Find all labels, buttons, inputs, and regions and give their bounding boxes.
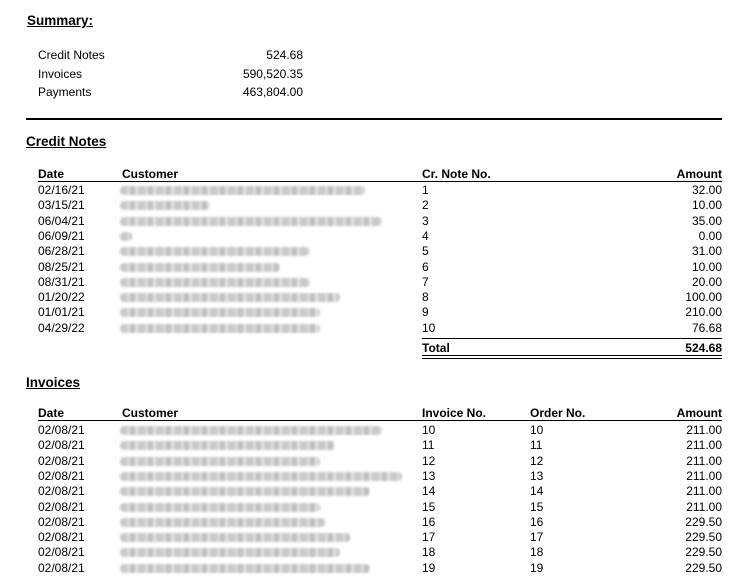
row-invoice-no: 16 xyxy=(422,514,436,529)
row-date: 02/08/21 xyxy=(38,499,85,514)
summary-label: Payments xyxy=(38,85,92,99)
row-invoice-no: 17 xyxy=(422,530,436,545)
row-date: 02/08/21 xyxy=(38,423,85,437)
customer-name-redacted xyxy=(120,201,210,210)
customer-name-redacted xyxy=(120,324,320,333)
row-date: 08/25/21 xyxy=(38,259,85,274)
row-invoice-no: 11 xyxy=(422,438,435,453)
customer-name-redacted xyxy=(120,487,370,496)
row-cr-note-no: 7 xyxy=(422,274,429,289)
row-amount: 210.00 xyxy=(685,305,722,320)
customer-name-redacted xyxy=(120,441,335,450)
customer-name-redacted xyxy=(120,533,350,542)
customer-name-redacted xyxy=(120,457,320,466)
customer-name-redacted xyxy=(120,503,320,512)
row-order-no: 11 xyxy=(530,438,543,453)
customer-name-redacted xyxy=(120,293,340,302)
row-cr-note-no: 6 xyxy=(422,259,429,274)
row-date: 02/08/21 xyxy=(38,438,85,453)
customer-name-redacted xyxy=(120,186,365,195)
row-amount: 229.50 xyxy=(685,514,722,529)
cn-header-rule xyxy=(38,181,722,182)
row-order-no: 17 xyxy=(530,530,544,545)
summary-label: Credit Notes xyxy=(38,48,105,62)
row-cr-note-no: 3 xyxy=(422,213,429,228)
row-invoice-no: 10 xyxy=(422,423,436,437)
inv-col-order-no: Order No. xyxy=(530,406,586,420)
row-amount: 229.50 xyxy=(685,530,722,545)
inv-header-rule xyxy=(38,420,722,421)
row-date: 02/08/21 xyxy=(38,484,85,499)
row-amount: 211.00 xyxy=(686,468,722,483)
customer-name-redacted xyxy=(120,472,402,481)
row-amount: 35.00 xyxy=(691,213,722,228)
row-amount: 20.00 xyxy=(691,274,722,289)
customer-name-redacted xyxy=(120,564,370,573)
row-invoice-no: 18 xyxy=(422,545,436,560)
customer-name-redacted xyxy=(120,518,325,527)
row-date: 02/08/21 xyxy=(38,453,85,468)
row-cr-note-no: 9 xyxy=(422,305,429,320)
inv-col-invoice-no: Invoice No. xyxy=(422,406,487,420)
summary-value: 590,520.35 xyxy=(242,67,303,81)
cn-total-value: 524.68 xyxy=(685,341,722,355)
summary-label: Invoices xyxy=(38,67,83,81)
credit-notes-heading: Credit Notes xyxy=(26,134,107,149)
row-date: 02/08/21 xyxy=(38,468,85,483)
row-order-no: 12 xyxy=(530,453,544,468)
customer-name-redacted xyxy=(120,232,132,241)
row-date: 03/15/21 xyxy=(38,198,85,213)
row-date: 06/28/21 xyxy=(38,244,85,259)
row-amount: 76.68 xyxy=(691,320,722,335)
row-cr-note-no: 8 xyxy=(422,290,429,305)
row-amount: 0.00 xyxy=(698,228,722,243)
row-amount: 211.00 xyxy=(686,499,722,514)
row-amount: 211.00 xyxy=(686,438,722,453)
cn-total-double-rule xyxy=(422,358,722,359)
inv-col-amount: Amount xyxy=(676,406,722,420)
inv-col-customer: Customer xyxy=(122,406,179,420)
inv-col-date: Date xyxy=(38,406,65,420)
row-date: 02/16/21 xyxy=(38,183,85,197)
customer-name-redacted xyxy=(120,278,310,287)
customer-name-redacted xyxy=(120,308,320,317)
row-date: 08/31/21 xyxy=(38,274,85,289)
row-date: 06/09/21 xyxy=(38,228,85,243)
row-date: 01/20/22 xyxy=(38,290,85,305)
row-date: 02/08/21 xyxy=(38,560,85,575)
customer-name-redacted xyxy=(120,548,340,557)
row-date: 02/08/21 xyxy=(38,545,85,560)
row-amount: 211.00 xyxy=(686,423,722,437)
row-amount: 229.50 xyxy=(685,545,722,560)
row-invoice-no: 19 xyxy=(422,560,436,575)
customer-name-redacted xyxy=(120,426,382,435)
customer-name-redacted xyxy=(120,217,382,226)
cn-col-amount: Amount xyxy=(676,167,722,181)
row-cr-note-no: 4 xyxy=(422,228,429,243)
cn-total-label: Total xyxy=(422,341,450,355)
cn-total-double-rule xyxy=(422,355,722,356)
row-amount: 211.00 xyxy=(686,453,722,468)
summary-value: 524.68 xyxy=(266,48,303,62)
row-amount: 32.00 xyxy=(691,183,722,197)
row-date: 02/08/21 xyxy=(38,530,85,545)
row-invoice-no: 13 xyxy=(422,468,436,483)
cn-col-number: Cr. Note No. xyxy=(422,167,491,181)
row-order-no: 10 xyxy=(530,423,544,437)
row-amount: 10.00 xyxy=(691,259,722,274)
row-invoice-no: 12 xyxy=(422,453,436,468)
row-amount: 211.00 xyxy=(686,484,722,499)
summary-value: 463,804.00 xyxy=(242,85,303,99)
row-order-no: 13 xyxy=(530,468,544,483)
cn-total-rule xyxy=(422,338,722,339)
row-invoice-no: 14 xyxy=(422,484,436,499)
summary-heading: Summary: xyxy=(27,13,94,28)
row-date: 06/04/21 xyxy=(38,213,85,228)
row-amount: 100.00 xyxy=(685,290,722,305)
row-cr-note-no: 1 xyxy=(422,183,429,197)
row-order-no: 15 xyxy=(530,499,544,514)
row-date: 04/29/22 xyxy=(38,320,85,335)
row-order-no: 16 xyxy=(530,514,544,529)
row-cr-note-no: 2 xyxy=(422,198,429,213)
row-amount: 31.00 xyxy=(691,244,722,259)
row-amount: 10.00 xyxy=(691,198,722,213)
invoices-heading: Invoices xyxy=(26,375,81,390)
row-invoice-no: 15 xyxy=(422,499,436,514)
cn-col-customer: Customer xyxy=(122,167,179,181)
row-cr-note-no: 10 xyxy=(422,320,436,335)
row-date: 01/01/21 xyxy=(38,305,85,320)
row-amount: 229.50 xyxy=(685,560,722,575)
row-order-no: 14 xyxy=(530,484,544,499)
section-divider xyxy=(26,118,722,120)
row-order-no: 18 xyxy=(530,545,544,560)
customer-name-redacted xyxy=(120,263,280,272)
row-order-no: 19 xyxy=(530,560,544,575)
row-date: 02/08/21 xyxy=(38,514,85,529)
customer-name-redacted xyxy=(120,247,310,256)
cn-col-date: Date xyxy=(38,167,65,181)
row-cr-note-no: 5 xyxy=(422,244,429,259)
